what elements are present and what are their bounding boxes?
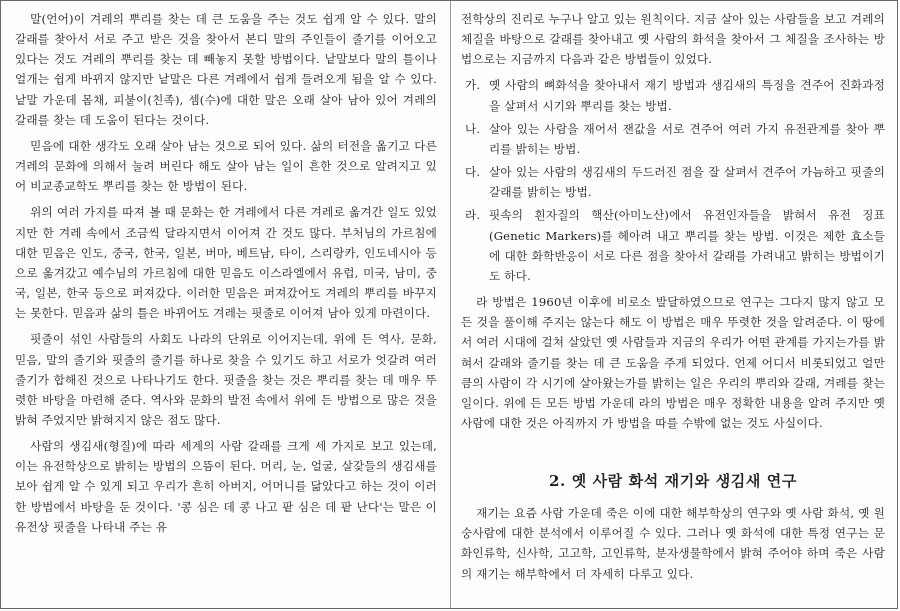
paragraph-continuation: 전학상의 진리로 누구나 알고 있는 원칙이다. 지금 살아 있는 사람들을 보고 겨레의 체질을 바탕으로 갈래를 찾아내고 옛 사람의 화석을 찾아서 그 체질을 조사하는 방법으로는 지금까지 다음과 같은 방법들이 있었다. bbox=[461, 12, 885, 67]
paragraph-belief: 믿음에 대한 생각도 오래 살아 남는 것으로 되어 있다. 삶의 터전을 옮기고 다른 겨레의 문화에 의해서 눌려 버린다 해도 살아 남는 일이 흔한 것으로 알려지고 있어 비교종교학도 뿌리를 찾는 한 방법이 된다. bbox=[15, 138, 437, 194]
section-heading: 2. 옛 사람 화석 재기와 생김새 연구 bbox=[549, 472, 797, 491]
list-marker: 나. bbox=[465, 121, 481, 136]
list-item bbox=[461, 119, 885, 159]
left-page bbox=[1, 1, 449, 608]
paragraph-bloodline: 핏줄이 섞인 사람들의 사회도 나라의 단위로 이어지는데, 위에 든 역사, 문화, 믿음, 말의 줄기와 핏줄의 줄기를 하나로 찾을 수 있기도 하고 서로가 엇갈려 여러 줄기가 합해진 것으로 나타나기도 한다. 핏줄을 찾는 것은 뿌리를 찾는 데 매우 뚜렷한 바탕을 마련해 준다. 역사와 문화의 발전 속에서 위에 든 방법으로 많은 것을 밝혀 주었지만 밝혀지지 않은 점도 많다. bbox=[15, 332, 437, 427]
list-item-text: 살아 있는 사람을 재어서 잰값을 서로 견주어 여러 가지 유전관계를 찾아 뿌리를 밝히는 방법. bbox=[489, 121, 885, 156]
right-page bbox=[449, 1, 897, 608]
paragraph-method-ra: 라 방법은 1960년 이후에 비로소 발달하였으므로 연구는 그다지 많지 않고 모든 것을 풀이해 주지는 않는다 해도 이 방법은 매우 뚜렷한 것을 알려준다. 이 땅에서 여러 시대에 걸쳐 살았던 옛 사람들과 지금의 우리가 어떤 관계를 가지는가를 밝혀서 갈래와 줄기를 찾는 데 큰 도움을 주게 되었다. 언제 어디서 비롯되었고 얼만큼의 사람이 각 시기에 살아왔는가를 밝히는 일은 우리의 뿌리와 갈래, 겨레를 찾는 일이다. 위에 든 모든 방법 가운데 라의 방법은 매우 정확한 내용을 알려 주지만 옛 사람에 대한 것은 아직까지 가 방법을 따를 수밖에 없는 것도 사실이다. bbox=[461, 295, 885, 430]
list-item-text: 살아 있는 사람의 생김새의 두드러진 점을 잘 살펴서 견주어 가늠하고 핏줄의 갈래를 밝히는 방법. bbox=[489, 165, 885, 200]
paragraph-measurement: 재기는 요즘 사람 가운데 죽은 이에 대한 해부학상의 연구와 옛 사람 화석, 옛 원숭사람에 대한 분석에서 이루어질 수 있다. 그러나 옛 화석에 대한 특정 연구는 문화인류학, 신사학, 고고학, 고인류학, 분자생물학에서 밝혀 주어야 하며 죽은 사람의 재기는 해부학에서 더 자세히 다루고 있다. bbox=[461, 506, 885, 581]
list-item bbox=[461, 75, 885, 115]
paragraph-physique: 사람의 생김새(형질)에 따라 세계의 사람 갈래를 크게 세 가지로 보고 있는데, 이는 유전학상으로 밝히는 방법의 으뜸이 된다. 머리, 눈, 얼굴, 살갗들의 생김새를 보아 쉽게 알 수 있게 되고 우리가 흔히 아버지, 어머니를 닮았다고 하는 것이 이러한 방법에서 바탕을 둔 것이다. '콩 심은 데 콩 나고 팥 심은 데 팥 난다'는 말은 이 유전상 핏줄을 나타내 주는 유 bbox=[15, 439, 437, 534]
list-marker: 가. bbox=[465, 78, 481, 93]
paragraph-language: 말(언어)이 겨레의 뿌리를 찾는 데 큰 도움을 주는 것도 쉽게 알 수 있다. 말의 갈래를 찾아서 서로 주고 받은 것을 찾아서 본디 말의 주인들이 줄기를 이어오고 있다는 것도 겨레의 뿌리를 찾는 데 빼놓지 못할 방법이다. 낱말보다 말의 틀이나 얼개는 쉽게 바뀌지 않지만 낱말은 다른 겨레에서 쉽게 들려오게 됨을 알 수 있다. 낱말 가운데 몸채, 피붙이(친족), 셈(수)에 대한 말은 오래 살아 남아 있어 겨레의 갈래를 찾는 데 도움이 된다는 것이다. bbox=[15, 12, 437, 127]
list-item-text: 핏속의 흰자질의 핵산(아미노산)에서 유전인자들을 밝혀서 유전 징표(Genetic Markers)를 헤아려 내고 뿌리를 찾는 방법. 이것은 제한 효소들에 대한 화학반응이 서로 다른 점을 찾아서 갈래를 가려내고 밝히는 방법이기도 하다. bbox=[489, 208, 885, 283]
paragraph-culture-spread: 위의 여러 가지를 따져 볼 때 문화는 한 겨레에서 다른 겨레로 옮겨간 일도 있었지만 한 겨레 속에서 조금씩 달라지면서 이어져 간 것도 많다. 부처님의 가르침에 대한 믿음은 인도, 중국, 한국, 일본, 버마, 베트남, 타이, 스리랑카, 인도네시아 등으로 옮겨갔고 예수님의 가르침에 대한 믿음도 이스라엘에서 유럽, 미국, 남미, 중국, 일본, 한국 등으로 퍼져갔다. 이러한 믿음은 퍼져갔어도 겨레의 뿌리를 바꾸지는 못한다. 믿음과 삶의 틀은 바뀌어도 겨레는 핏줄로 이어져 남아 있게 마련이다. bbox=[15, 205, 437, 321]
list-marker: 다. bbox=[465, 165, 481, 180]
list-item bbox=[461, 205, 885, 286]
list-marker: 라. bbox=[465, 208, 481, 223]
list-item-text: 옛 사람의 뼈화석을 찾아내서 재기 방법과 생김새의 특징을 견주어 진화과정을 살펴서 시기와 뿌리를 찾는 방법. bbox=[489, 78, 885, 113]
list-item bbox=[461, 162, 885, 202]
